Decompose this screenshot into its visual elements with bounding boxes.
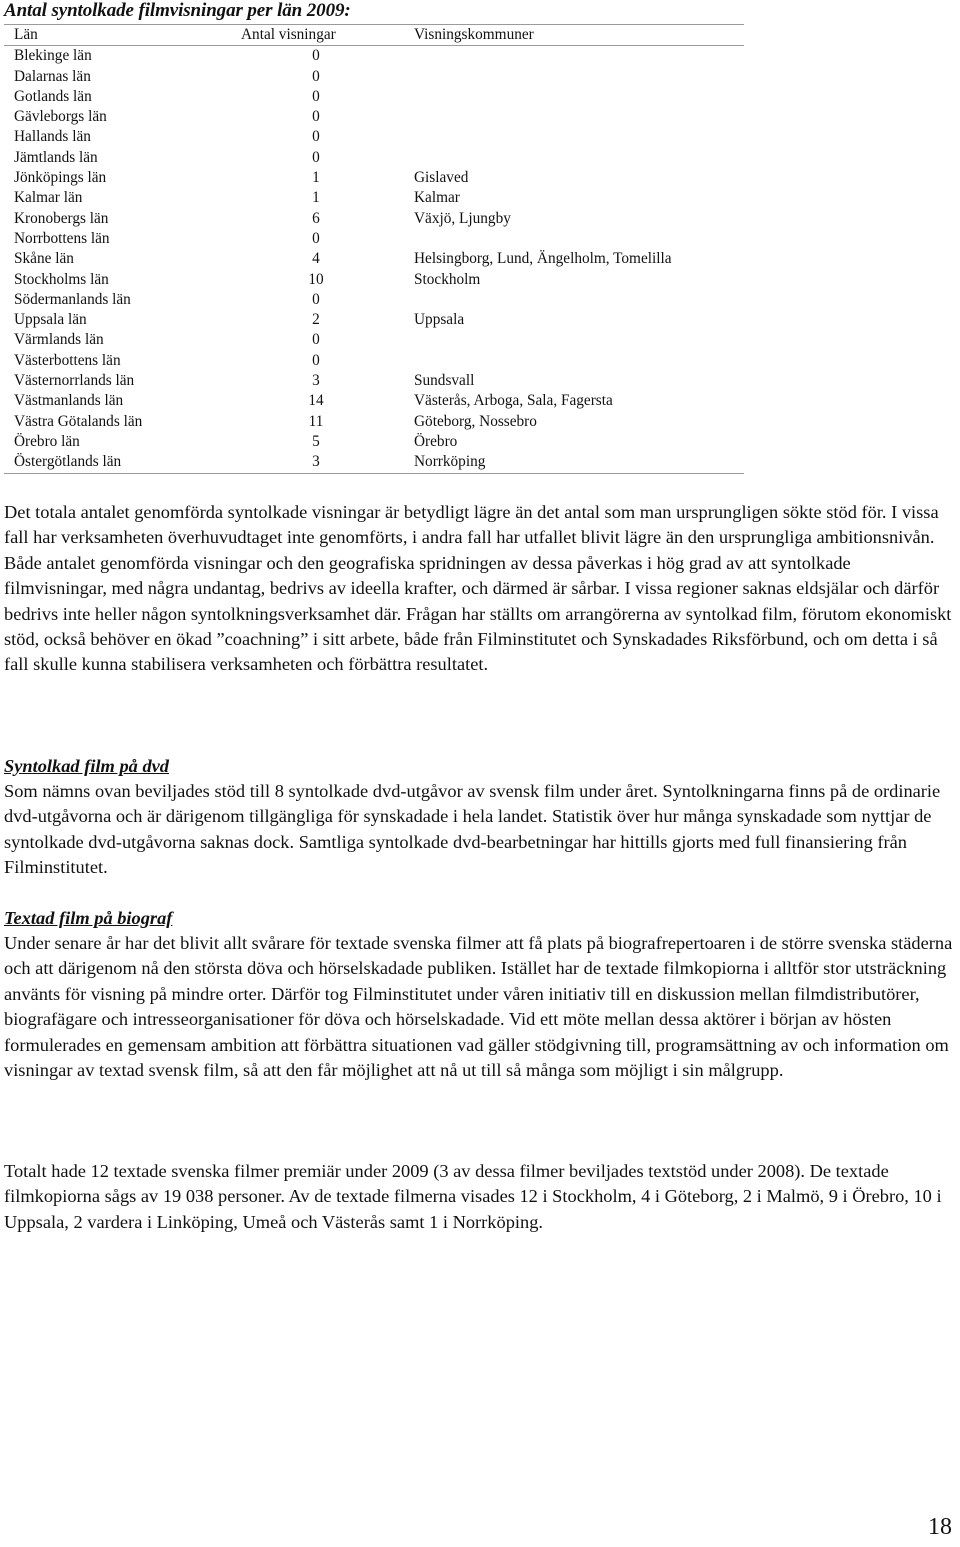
cell-lan: Kronobergs län: [14, 209, 109, 227]
table-row: [4, 310, 744, 330]
cell-antal: 3: [312, 372, 320, 390]
table-row: [4, 432, 744, 452]
cell-kommuner: Norrköping: [414, 453, 486, 471]
table-row: [4, 46, 744, 66]
table-bottom-rule: [4, 473, 744, 474]
cell-lan: Södermanlands län: [14, 290, 131, 308]
cell-kommuner: Växjö, Ljungby: [414, 209, 511, 227]
cell-kommuner: Gislaved: [414, 169, 469, 187]
table-row: [4, 412, 744, 432]
cell-lan: Västerbottens län: [14, 351, 121, 369]
cell-antal: 0: [312, 128, 320, 146]
cell-lan: Hallands län: [14, 128, 91, 146]
table-row: [4, 249, 744, 269]
cell-lan: Gävleborgs län: [14, 108, 107, 126]
cell-lan: Skåne län: [14, 250, 74, 268]
header-lan: Län: [14, 26, 38, 43]
cell-antal: 5: [312, 432, 320, 450]
cell-kommuner: Stockholm: [414, 270, 481, 288]
paragraph-totals: Totalt hade 12 textade svenska filmer premiär under 2009 (3 av dessa filmer beviljades textstöd under 2008). De textade filmkopiorna sågs av 19 038 personer. Av de textade filmerna visades 12 i Stockholm, 4 i Göteborg, 2 i Malmö, 9 i Örebro, 10 i Uppsala, 2 vardera i Linköping, Umeå och Västerås samt 1 i Norrköping.: [4, 1161, 942, 1232]
cell-antal: 3: [312, 453, 320, 471]
table-row: [4, 330, 744, 350]
heading-textad-biograf: Textad film på biograf: [4, 908, 173, 928]
cell-lan: Norrbottens län: [14, 229, 110, 247]
cell-lan: Jönköpings län: [14, 169, 107, 187]
paragraph-summary: Det totala antalet genomförda syntolkade visningar är betydligt lägre än det antal som man ursprungligen sökte stöd för. I vissa fall har verksamheten överhuvudtaget inte genomförts, i andra fall har utfallet blivit lägre än den ursprungliga ambitionsnivån. Både antalet genomförda visningar och den geografiska spridningen av dessa påverkas i hög grad av att syntolkade filmvisningar, med några undantag, bedrivs av ideella krafter, och därmed är sårbar. I vissa regioner saknas eldsjälar och därför bedrivs inte heller någon syntolkningsverksamhet där. Frågan har ställts om arrangörerna av syntolkad film, förutom ekonomiskt stöd, också behöver en ökad ”coachning” i sitt arbete, både från Filminstitutet och Synskadades Riksförbund, och om detta i så fall skulle kunna stabilisera verksamheten och förbättra resultatet.: [4, 502, 952, 675]
table-row: [4, 107, 744, 127]
table-row: [4, 209, 744, 229]
cell-kommuner: Sundsvall: [414, 372, 475, 390]
heading-syntolkad-dvd: Syntolkad film på dvd: [4, 756, 170, 776]
cell-antal: 0: [312, 229, 320, 247]
cell-kommuner: Västerås, Arboga, Sala, Fagersta: [414, 392, 613, 410]
cell-lan: Värmlands län: [14, 331, 104, 349]
paragraph-biograf: Under senare år har det blivit allt svårare för textade svenska filmer att få plats på biografrepertoaren i de större svenska städerna och att därigenom nå den största döva och hörselskadade publiken. Istället har de textade filmkopiorna i alltför stor utsträckning använts för visning på mindre orter. Därför tog Filminstitutet under våren initiativ till en diskussion mellan filmdistributörer, biografägare och intresseorganisationer för döva och hörselskadade. Vid ett möte mellan dessa aktörer i början av hösten formulerades en gemensam ambition att förbättra situationen vad gäller stödgivning till, programsättning av och information om visningar av textad svensk film, så att den får möjlighet att nå ut till så många som möjligt i sin målgrupp.: [4, 933, 953, 1081]
cell-antal: 2: [312, 311, 320, 329]
table-row: [4, 188, 744, 208]
cell-lan: Västmanlands län: [14, 392, 124, 410]
table-row: [4, 229, 744, 249]
table-row: [4, 270, 744, 290]
cell-lan: Jämtlands län: [14, 148, 98, 166]
cell-antal: 0: [312, 351, 320, 369]
table-row: [4, 67, 744, 87]
cell-kommuner: Örebro: [414, 432, 458, 450]
cell-lan: Dalarnas län: [14, 67, 91, 85]
table-row: [4, 87, 744, 107]
cell-antal: 0: [312, 67, 320, 85]
cell-antal: 0: [312, 148, 320, 166]
cell-lan: Östergötlands län: [14, 453, 122, 471]
page-number: 18: [928, 1514, 952, 1540]
table-row: [4, 127, 744, 147]
table-row: [4, 168, 744, 188]
cell-lan: Kalmar län: [14, 189, 83, 207]
cell-kommuner: Kalmar: [414, 189, 460, 207]
cell-antal: 4: [312, 250, 320, 268]
table-row: [4, 148, 744, 168]
cell-antal: 1: [312, 189, 320, 207]
cell-antal: 6: [312, 209, 320, 227]
header-kommuner: Visningskommuner: [414, 26, 534, 43]
cell-lan: Stockholms län: [14, 270, 109, 288]
cell-antal: 0: [312, 108, 320, 126]
cell-antal: 1: [312, 169, 320, 187]
table-row: [4, 351, 744, 371]
table-row: [4, 290, 744, 310]
table-row: [4, 391, 744, 411]
cell-lan: Uppsala län: [14, 311, 87, 329]
header-antal: Antal visningar: [241, 26, 336, 43]
cell-antal: 11: [308, 412, 324, 430]
cell-kommuner: Helsingborg, Lund, Ängelholm, Tomelilla: [414, 250, 672, 268]
cell-antal: 0: [312, 290, 320, 308]
cell-antal: 0: [312, 331, 320, 349]
table-body: [4, 46, 744, 472]
screenings-table: [4, 24, 744, 474]
table-header-row: [4, 25, 744, 45]
cell-antal: 14: [308, 392, 324, 410]
paragraph-dvd: Som nämns ovan beviljades stöd till 8 syntolkade dvd-utgåvor av svensk film under året. Syntolkningarna finns på de ordinarie dvd-utgåvorna och är därigenom tillgängliga för synskadade i hela landet. Statistik över hur många synskadade som nyttjar de syntolkade dvd-utgåvorna saknas dock. Samtliga syntolkade dvd-bearbetningar har hittills gjorts med full finansiering från Filminstitutet.: [4, 781, 941, 878]
table-title: Antal syntolkade filmvisningar per län 2009:: [4, 0, 351, 21]
cell-lan: Gotlands län: [14, 87, 92, 105]
cell-antal: 0: [312, 47, 320, 65]
cell-kommuner: Uppsala: [414, 311, 465, 329]
cell-lan: Västernorrlands län: [14, 372, 135, 390]
cell-lan: Västra Götalands län: [14, 412, 143, 430]
cell-antal: 0: [312, 87, 320, 105]
cell-lan: Blekinge län: [14, 47, 92, 65]
cell-kommuner: Göteborg, Nossebro: [414, 412, 537, 430]
table-row: [4, 452, 744, 472]
cell-lan: Örebro län: [14, 432, 80, 450]
cell-antal: 10: [308, 270, 324, 288]
table-row: [4, 371, 744, 391]
